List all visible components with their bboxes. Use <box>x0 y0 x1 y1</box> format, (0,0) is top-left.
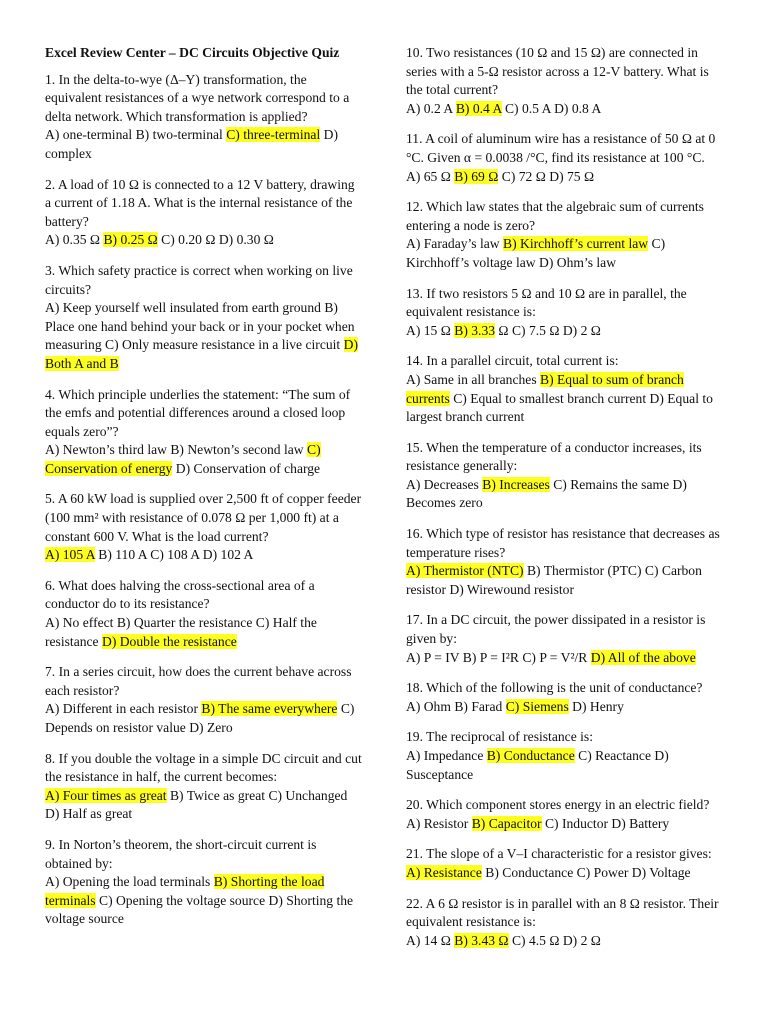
answer-option: C) Equal to smallest branch current <box>453 390 647 406</box>
answer-option: B) Quarter the resistance <box>116 615 253 631</box>
answer-option: C) Reactance <box>578 748 651 763</box>
answer-option: C) 7.5 Ω <box>511 322 560 338</box>
correct-answer: B) Shorting the load terminals <box>45 874 325 908</box>
answer-option: D) 0.8 A <box>554 100 602 116</box>
answer-options <box>45 787 363 824</box>
answer-options <box>406 100 728 119</box>
answer-option: B) Farad <box>454 698 503 714</box>
correct-answer: B) Kirchhoff’s current law <box>503 236 649 252</box>
answer-option: C) Unchanged <box>268 787 348 803</box>
answer-options <box>45 700 363 737</box>
question-text: 15. When the temperature of a conductor increases, its resistance generally: <box>406 439 702 474</box>
question-text: 7. In a series circuit, how does the current behave across each resistor? <box>45 664 352 698</box>
right-column <box>406 44 728 962</box>
question-block <box>406 611 728 667</box>
question-block <box>406 679 728 716</box>
question-block <box>45 262 363 374</box>
question-text: 10. Two resistances (10 Ω and 15 Ω) are connected in series with a 5-Ω resistor across a 12-V battery. What is the total current? <box>406 45 709 98</box>
question-text: 5. A 60 kW load is supplied over 2,500 ft of copper feeder (100 mm² with resistance of 0.078 Ω per 1,000 ft) at a constant 600 V. What is the load current? <box>45 491 362 544</box>
answer-option: C) 0.20 Ω <box>161 232 216 248</box>
correct-answer: D) All of the above <box>590 649 696 665</box>
question-block <box>45 663 363 737</box>
answer-options <box>406 698 728 717</box>
answer-options <box>406 747 728 784</box>
left-column <box>45 44 363 941</box>
correct-answer: B) 69 Ω <box>454 168 499 184</box>
correct-answer: A) Four times as great <box>45 787 167 803</box>
question-block <box>406 352 728 426</box>
question-text: 16. Which type of resistor has resistance that decreases as temperature rises? <box>406 526 720 560</box>
correct-answer: C) Conservation of energy <box>45 442 321 476</box>
answer-options <box>406 864 728 883</box>
correct-answer: A) Thermistor (NTC) <box>406 563 524 579</box>
answer-option: B) 110 A <box>98 547 147 563</box>
question-text: 8. If you double the voltage in a simple DC circuit and cut the resistance in half, the current becomes: <box>45 750 362 785</box>
answer-option: D) Voltage <box>631 864 691 880</box>
answer-option: B) Conductance <box>485 864 574 880</box>
question-block <box>45 71 363 164</box>
answer-option: B) Newton’s second law <box>170 442 304 458</box>
answer-option: A) one-terminal <box>45 127 133 143</box>
question-block <box>406 130 728 186</box>
answer-options <box>406 371 728 427</box>
answer-options <box>406 476 728 513</box>
question-block <box>406 525 728 599</box>
correct-answer: B) Equal to sum of branch currents <box>406 371 684 406</box>
answer-option: C) Kirchhoff’s voltage law <box>406 236 666 270</box>
answer-options <box>406 815 728 834</box>
correct-answer: A) Resistance <box>406 864 482 880</box>
answer-option: D) Ohm’s law <box>539 254 617 270</box>
answer-option: A) Resistor <box>406 815 469 831</box>
question-block <box>45 386 363 479</box>
answer-option: D) Conservation of charge <box>175 460 321 476</box>
question-block <box>406 796 728 833</box>
right-question-list <box>406 44 728 950</box>
answer-option: A) P = IV <box>406 649 460 665</box>
answer-options <box>406 235 728 272</box>
question-text: 4. Which principle underlies the statement: “The sum of the emfs and potential differences around a closed loop equals zero”? <box>45 386 351 439</box>
answer-options <box>45 614 363 651</box>
answer-option: B) Twice as great <box>169 787 266 803</box>
question-text: 18. Which of the following is the unit of conductance? <box>406 680 703 696</box>
question-block <box>406 895 728 951</box>
correct-answer: B) 3.43 Ω <box>454 932 509 948</box>
answer-option: D) Half as great <box>45 806 133 822</box>
answer-option: C) Opening the voltage source <box>99 892 266 908</box>
answer-option: C) Carbon resistor <box>406 563 702 597</box>
answer-option: B) Place one hand behind your back or in your pocket when measuring <box>45 300 355 353</box>
answer-option: A) Decreases <box>406 476 479 492</box>
answer-option: D) Equal to largest branch current <box>406 390 713 425</box>
answer-option: A) Impedance <box>406 748 484 763</box>
question-block <box>45 836 363 929</box>
correct-answer: D) Double the resistance <box>102 633 237 649</box>
answer-option: D) 0.30 Ω <box>218 232 274 248</box>
answer-options <box>406 322 728 341</box>
answer-option: C) 108 A <box>150 547 200 563</box>
question-text: 17. In a DC circuit, the power dissipated in a resistor is given by: <box>406 612 706 647</box>
answer-option: D) 2 Ω <box>562 932 601 948</box>
question-text: 1. In the delta-to-wye (Δ–Y) transformation, the equivalent resistances of a wye network correspond to a delta network. Which transformation is applied? <box>45 71 350 124</box>
answer-options <box>45 546 363 565</box>
answer-option: D) 102 A <box>202 547 254 563</box>
question-text: 9. In Norton’s theorem, the short-circuit current is obtained by: <box>45 836 317 871</box>
answer-option: D) 2 Ω <box>562 322 601 338</box>
answer-options <box>406 649 728 668</box>
answer-option: C) 72 Ω <box>501 168 546 184</box>
question-block <box>45 490 363 564</box>
answer-option: D) Battery <box>611 815 670 831</box>
answer-option: D) Susceptance <box>406 748 669 782</box>
correct-answer: B) Conductance <box>486 748 575 763</box>
question-text: 12. Which law states that the algebraic sum of currents entering a node is zero? <box>406 199 704 233</box>
answer-option: A) Faraday’s law <box>406 236 500 252</box>
page-title: Excel Review Center – DC Circuits Objective Quiz <box>45 45 340 60</box>
correct-answer: B) The same everywhere <box>201 701 338 717</box>
answer-option: A) Newton’s third law <box>45 442 167 458</box>
question-text: 21. The slope of a V–I characteristic for a resistor gives: <box>406 846 712 862</box>
question-block <box>45 577 363 651</box>
correct-answer: A) 105 A <box>45 547 95 563</box>
question-block <box>406 198 728 272</box>
question-text: 22. A 6 Ω resistor is in parallel with an 8 Ω resistor. Their equivalent resistance is: <box>406 895 719 930</box>
answer-option: D) 75 Ω <box>549 168 595 184</box>
answer-option: C) 0.5 A <box>504 100 551 116</box>
answer-option: A) Different in each resistor <box>45 701 198 717</box>
answer-options <box>406 168 728 187</box>
left-question-list <box>45 71 363 929</box>
answer-options <box>406 562 728 599</box>
correct-answer: B) 3.33 Ω <box>454 322 509 338</box>
question-text: 3. Which safety practice is correct when working on live circuits? <box>45 262 353 297</box>
answer-option: A) 65 Ω <box>406 168 451 184</box>
correct-answer: C) three-terminal <box>226 127 321 143</box>
question-block <box>406 845 728 882</box>
answer-option: C) Half the resistance <box>45 615 317 649</box>
answer-option: A) Opening the load terminals <box>45 874 211 890</box>
question-block <box>406 728 728 784</box>
answer-option: A) Ohm <box>406 698 451 714</box>
answer-option: C) P = V²/R <box>522 649 588 665</box>
answer-option: A) No effect <box>45 615 114 631</box>
answer-option: C) Remains the same <box>553 476 670 492</box>
answer-option: A) 15 Ω <box>406 322 451 338</box>
question-text: 11. A coil of aluminum wire has a resistance of 50 Ω at 0 °C. Given α = 0.0038 /°C, find its resistance at 100 °C. <box>406 131 716 165</box>
correct-answer: D) Both A and B <box>45 337 358 371</box>
question-text: 13. If two resistors 5 Ω and 10 Ω are in parallel, the equivalent resistance is: <box>406 285 687 320</box>
correct-answer: C) Siemens <box>505 698 569 714</box>
answer-option: A) 14 Ω <box>406 932 451 948</box>
answer-option: A) 0.35 Ω <box>45 232 101 248</box>
answer-option: C) Inductor <box>544 815 609 831</box>
answer-options <box>45 873 363 929</box>
answer-option: C) 4.5 Ω <box>511 932 560 948</box>
question-block <box>45 750 363 824</box>
correct-answer: B) Capacitor <box>471 815 542 831</box>
question-text: 2. A load of 10 Ω is connected to a 12 V battery, drawing a current of 1.18 A. What is the internal resistance of the battery? <box>45 176 355 229</box>
answer-option: D) Henry <box>572 698 624 714</box>
correct-answer: B) 0.4 A <box>455 100 502 116</box>
answer-option: C) Only measure resistance in a live circuit <box>105 337 341 353</box>
answer-options <box>45 299 363 373</box>
answer-option: C) Power <box>576 864 629 880</box>
question-block <box>406 285 728 341</box>
answer-option: D) complex <box>45 127 338 161</box>
question-text: 20. Which component stores energy in an electric field? <box>406 797 710 813</box>
answer-option: D) Shorting the voltage source <box>45 892 354 927</box>
answer-options <box>45 441 363 478</box>
question-text: 6. What does halving the cross-sectional area of a conductor do to its resistance? <box>45 577 315 612</box>
answer-options <box>406 932 728 951</box>
answer-option: B) Thermistor (PTC) <box>526 563 642 579</box>
answer-option: C) Depends on resistor value <box>45 701 355 735</box>
answer-option: D) Wirewound resistor <box>449 581 574 597</box>
correct-answer: B) Increases <box>482 476 550 492</box>
question-text: 14. In a parallel circuit, total current is: <box>406 353 619 369</box>
answer-options <box>45 126 363 163</box>
answer-option: B) two-terminal <box>135 127 223 143</box>
question-block <box>45 176 363 250</box>
answer-option: A) Same in all branches <box>406 371 537 387</box>
answer-option: A) Keep yourself well insulated from earth ground <box>45 300 321 316</box>
question-text: 19. The reciprocal of resistance is: <box>406 729 593 745</box>
answer-options <box>45 231 363 250</box>
question-block <box>406 44 728 118</box>
answer-option: D) Zero <box>189 720 233 735</box>
answer-option: A) 0.2 A <box>406 100 453 116</box>
question-block <box>406 439 728 513</box>
answer-option: D) Becomes zero <box>406 476 687 511</box>
correct-answer: B) 0.25 Ω <box>103 232 158 248</box>
answer-option: B) P = I²R <box>462 649 519 665</box>
